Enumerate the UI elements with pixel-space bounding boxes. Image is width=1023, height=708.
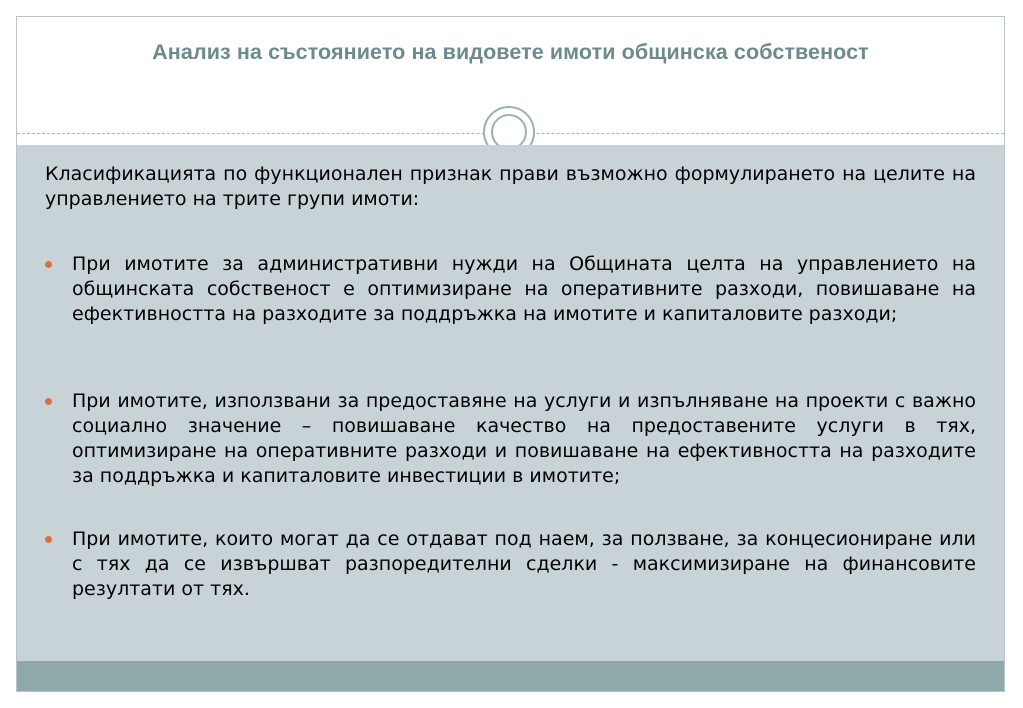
list-item-text: При имотите, които могат да се отдават под наем, за ползване, за концесиониране или с тях да се извършват разпоредителни сделки - максимизиране на финансовите резултати от тях. [72, 528, 976, 600]
list-item [45, 527, 976, 602]
list-item [45, 389, 976, 489]
bullet-dot-icon [45, 398, 52, 405]
slide-frame [16, 16, 1005, 692]
footer-bar [17, 661, 1004, 692]
bullet-dot-icon [45, 261, 52, 268]
bullet-dot-icon [45, 536, 52, 543]
content-panel [17, 145, 1004, 661]
list-item-text: При имотите за административни нужди на Общината целта на управлението на общинската собственост е оптимизиране на оперативните разходи, повишаване на ефективността на разходите за поддръжка на имотите и капиталовите разходи; [72, 253, 976, 325]
list-item [45, 252, 976, 327]
slide-title: Анализ на състоянието на видовете имоти общинска собственост [152, 40, 869, 64]
list-item-text: При имотите, използвани за предоставяне на услуги и изпълняване на проекти с важно социално значение – повишаване качество на предоставените услуги в тях, оптимизиране на оперативните разходи и повишаване на ефективността на разходите за поддръжка и капиталовите инвестиции в имотите; [72, 390, 976, 487]
intro-paragraph: Класификацията по функционален признак прави възможно формулирането на целите на управлението на трите групи имоти: [45, 163, 976, 210]
